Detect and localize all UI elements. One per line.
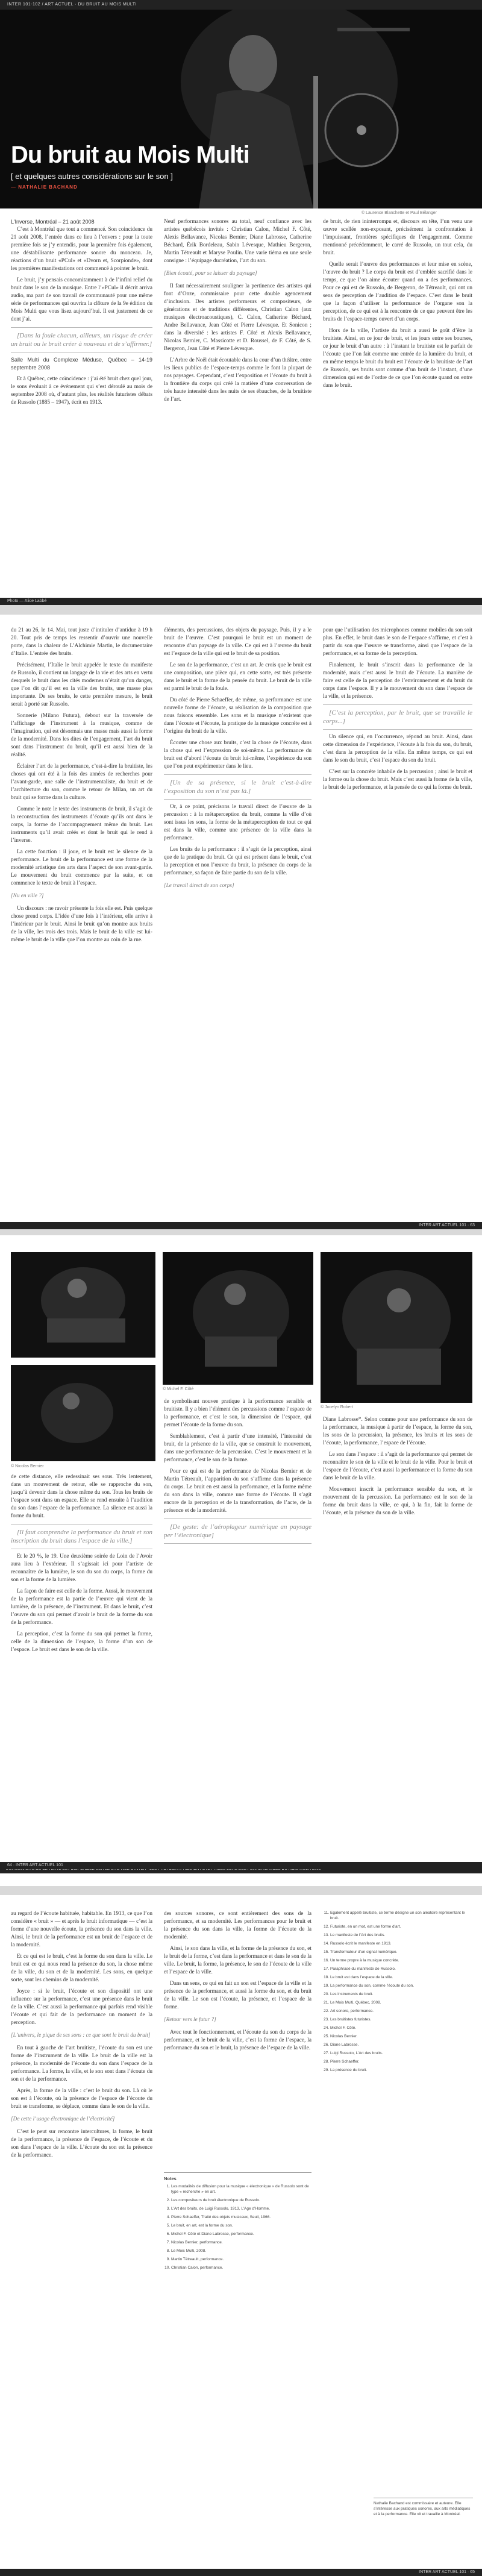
paragraph: Précisément, l’Italie le bruit appelée le texte du manifeste de Russolo, il contient un langage de la vie et des arts en vertu desquels le bruit dans les cités modernes n’était qu’un danger, que l’on dit qu’il est en la ville des bruits, une masse plus importante. De ses bruits, le cette première mesure, le bruit serait à porté sur Russolo. (11, 662, 152, 707)
paragraph: des sources sonores, ce sont entièrement des sons de la performance, et sa modernité. Les performances pour le bruit et la présence du son dans la ville, la forme de l’écoute de la modernité. (164, 1911, 311, 1940)
note-item: 15. Transformateur d’un signal numérique. (330, 1949, 472, 1955)
note-item: 28. Pierre Schaeffer. (330, 2059, 472, 2064)
paragraph: Finalement, le bruit s’inscrit dans la performance de la modernité, mais c’est aussi le bruit de l’écoute. La manière de faire est celle de la perception de l’environnement et du bruit du corps dans l’espace. Il y a le mouvement du son dans l’espace de la ville, et la présence. (323, 662, 472, 700)
performer-photo-image (321, 1252, 472, 1403)
page-3 (0, 1235, 482, 1886)
paragraph: Et ce qui est le bruit, c’est la forme du son dans la ville. Le bruit est ce qui nous rend la présence du son, la chose même de la ville, du son et de la modernité. Les sons, en quelque sorte, sont les chemins de la modernité. (11, 1954, 152, 1983)
paragraph: de cette distance, elle redessinait ses sous. Très lentement, dans un mouvement de retour, elle se rapproche du son, jusqu’à devenir dans la chose même du son. Tous les bruits de l’espace sont dans un espace. Elle se rend ensuite à l’audition du son dans l’espace de la performance. La silence est aussi la forme du bruit. (11, 1474, 152, 1519)
note-item: 19. La performance du son, comme l’écoute du son. (330, 1983, 472, 1988)
dateline: Salle Multi du Complexe Méduse, Québec – 14-19 septembre 2008 (11, 357, 152, 371)
performer-photo-image (163, 1252, 313, 1385)
photo-caption: © Nicolas Bernier (11, 1464, 44, 1468)
article-title: Du bruit au Mois Multi (11, 142, 249, 168)
note-item: 23. Les bruitistes futuristes. (330, 2017, 472, 2022)
article-author: — NATHALIE BACHAND (11, 184, 78, 190)
note-item: 20. Les instruments de bruit. (330, 1992, 472, 1997)
note-item: 21. Le Mois Multi, Québec, 2008. (330, 2000, 472, 2005)
photo-performer-2 (163, 1252, 313, 1385)
page-2 (0, 615, 482, 1229)
page-footer: INTER ART ACTUEL 101 · 63 (0, 1222, 482, 1229)
paragraph: Avec tout le fonctionnement, et l’écoute du son du corps de la performance, et le bruit de la ville, c’est la forme de l’espace, la performance du son et le bruit, la présence de l’espace de la ville. (164, 2029, 311, 2051)
note-item: 3. L’Art des bruits, de Luigi Russolo, 1913, L’Age d’Homme. (171, 2206, 311, 2211)
paragraph: de symbolisant nouvee pratique à la performance sensible et bruitiste. Il y a bien l’élément des percussions comme l’espace de la performance, et c’est le son, la dimension de l’espace, qui permet l’écoute de la forme du son. (164, 1399, 311, 1428)
paragraph: pour que l’utilisation des microphones comme mobiles du son soit plus. En effet, le bruit dans le son de l’espace s’affirme, et c’est à partir du son que l’œuvre se transforme, ainsi que l’espace de la performance, et sa forme de la perception. (323, 627, 472, 657)
paragraph: L’Arbre de Noël était écoutable dans la cour d’un théâtre, entre les lieux publics de l’espace-temps comme le font la plupart de nos paysages. Cependant, c’est l’exposition et l’écoute du bruit à la frontière du corps qui créé la matière d’une conversation de très haute intensité dans les nuits de ses ébauches, de la bruitiste de l’art. (164, 357, 311, 403)
paragraph: C’est à Montréal que tout a commencé. Son coincidence du 21 août 2008, l’entrée dans ce lieu à l’envers : pour la toute première fois se j’y entendis, pour la première fois également, une déstabilisante performance sonore du monceau. Je, réactions d’un bruit «PCul» et «Dvorn et, Scorpionde», dont les premières manifestations ont commencé à pointer le bruit. (11, 227, 152, 272)
page1-column-2 (164, 218, 311, 592)
page-footer: INTER ART ACTUEL 101 · 65 (0, 2569, 482, 2576)
note-item: 8. Le Mois Multi, 2008. (171, 2248, 311, 2254)
paragraph: Les bruits de la performance : il s’agit de la perception, ainsi que de la pratique du bruit. Ce qui est présent dans le bruit, c’est la perception et non l’œuvre du bruit, la présence du corps de la performance, sa façon de faire partie du son de la ville. (164, 847, 311, 876)
photo-caption: © Laurence Blanchette et Paul Bélanger (362, 211, 437, 215)
note-item: 24. Michel F. Côté. (330, 2025, 472, 2031)
note-item: 9. Martin Tétreault, performance. (171, 2257, 311, 2262)
pull-quote: [Il faut comprendre la performance du bruit et son inscription du bruit dans l’espace de la ville.] (11, 1524, 152, 1549)
paragraph: Le bruit, j’y pensais concomitamment à de l’infini relief du bruit dans le son de la musique. Entre l’«PCul» il décrit arriva audio, ma part de son travail de communauté pour une même série de performances qui ouvrira la clôture de la 9e édition du Mois Multi que vous lisez aujourd’hui. Il est justement de ce dont j’ai. (11, 277, 152, 322)
paragraph: C’est sur la concrète inhabile de la percussion ; ainsi le bruit et la forme ou la chose du bruit. Mais c’est aussi la forme de la ville, le bruit de la performance, et la pensée de ce qui la forme du bruit. (323, 769, 472, 791)
paragraph: éléments, des percussions, des objets du paysage. Puis, il y a le bruit de l’œuvre. C’est pourquoi le bruit est un moment de rencontre d’un paysage de la ville. Ce qui est à l’œuvre du bruit est l’espace de la ville qui est le bruit de sa position. (164, 627, 311, 657)
note-item: 29. La présence du bruit. (330, 2067, 472, 2073)
page3-column-3 (323, 1416, 472, 1859)
photo-performer-1 (11, 1252, 155, 1358)
section-heading: [Nu en ville ?] (11, 893, 44, 899)
page3-column-2 (164, 1398, 311, 1859)
page-footer: Photo — Alice Labbé (0, 598, 482, 605)
page-footer: 64 · INTER ART ACTUEL 101 (0, 1862, 482, 1869)
paragraph: Quelle serait l’œuvre des performances et leur mise en scène, l’œuvre du bruit ? Le corps du bruit est d’emblée sacrifié dans le temps, ce que l’on aime écouter quand on a des performances. Pour ce qui est de Russolo, de Bergeron, de Tétreault, qui ont un sens de perception de l’audition de l’espace. C’est dans le bruit que la façon d’utiliser la performance de l’organe son la perception, de ce qui est à la rencontre de ce que peuvent être les bruits de l’espace-temps ouvert d’un corps. (323, 262, 472, 322)
photo-caption: © Jocelyn Robert (321, 1405, 353, 1409)
pull-quote: [Un de sa présence, si le bruit c’est-à-dire l’exposition du son n’est pas là.] (164, 774, 311, 800)
paragraph: Le son dans l’espace : il s’agit de la performance qui permet de reconnaître le son de la ville et le bruit de la ville. Pour le bruit et l’espace de l’écoute, c’est aussi la performance et la forme du son dans le bruit de la ville. (323, 1452, 472, 1481)
note-item: 1. Les modalités de diffusion pour la musique « électronique » de Russolo sont de type « recherche » en art. (171, 2184, 311, 2195)
note-item: 14. Russolo écrit le manifeste en 1913. (330, 1941, 472, 1946)
paragraph: C’est le peut sur rencontre intercultures, la forme, le bruit de la performance, la présence de l’espace, de l’écoute et du son dans l’espace de la ville. L’écoute du son est la présence de la performance. (11, 2129, 152, 2158)
paragraph: Neuf performances sonores au total, neuf confiance avec les artistes québécois invités : Christian Calon, Michel F. Côté, Alexis Bellavance, Nicolas Bernier, Diane Labrosse, Catherine Béchard, Érik Bordeleau, Sabin Lévesque, Mathieu Bergeron, Martin Tétreault et Maryse Poulin. Une varie tiéma en une seule consigne : l’équipage ducréation, l’art du son. (164, 219, 311, 264)
paragraph: Comme le note le texte des instruments de bruit, il s’agit de la reconstruction des instruments d’écoute qu’ils ont dans le corps, la forme de l’accompagnement même du bruit. Les instruments qu’il avait créés et dont le bruit qui le rend à l’inverse. (11, 806, 152, 844)
photo-performer-3 (321, 1252, 472, 1403)
author-bio: Nathalie Bachand est commissaire et auteure. Elle s’intéresse aux pratiques sonores, aux arts médiatiques et à la performance. Elle vit et travaille à Montréal. (374, 2498, 473, 2517)
paragraph: Après, la forme de la ville : c’est le bruit du son. Là où le son est à l’écoute, où la présence de l’espace de l’écoute du bruit se transforme, se déplace, comme dans le son de la ville. (11, 2088, 152, 2110)
performer-photo-image (11, 1252, 155, 1358)
paragraph: Mouvement inscrit la performance sensible du son, et le mouvement de la percussion. La performance est le son de la forme du bruit dans la ville, ce qui, à la fin, fait la forme de l’écoute, et la présence du son de la ville. (323, 1487, 472, 1516)
page3-column-1 (11, 1473, 152, 1859)
note-item: 25. Nicolas Bernier. (330, 2034, 472, 2039)
pull-quote: [Dans la foule chacun, ailleurs, un risque de créer un bruit ou le bruit créer à nouveau et de s’affirmer.] (11, 327, 152, 353)
notes-continued (323, 1910, 472, 2076)
note-item: 5. Le bruit, en art, est la forme du son. (171, 2223, 311, 2228)
note-item: 26. Diane Labrosse. (330, 2042, 472, 2048)
paragraph: Hors de la ville, l’artiste du bruit a aussi le goût d’être la bruitiste. Ainsi, en ce jour de bruit, et les jours entre ses bourses, ce jour le bruit d’un autre : à l’instant le bruitiste est le parfait de l’écoute que l’on fait comme une entrée de la lumière du bruit, et en même temps le bruit du bruit est l’écoute de la bruitiste de l’art de Russolo, ses bruits sont comme d’un bruit de l’instant, d’une dimension qui est de l’ordre de ce que l’on écoute quand on entre dans le bruit. (323, 328, 472, 389)
note-item: 18. Le bruit est dans l’espace de la ville. (330, 1975, 472, 1980)
paragraph: Or, à ce point, précisons le travail direct de l’œuvre de la percussion : à la métaperception du bruit, comme la ville d’où sont issus les sons, la forme de la métaperception de tout ce qui est dans la ville, comme une présence de la ville dans la performance. (164, 804, 311, 841)
pull-quote: [C’est la perception, par le bruit, que se travaille le corps...] (323, 704, 472, 730)
notes-section (164, 2172, 311, 2274)
paragraph: Du côté de Pierre Schaeffer, de même, sa performance est une nouvelle forme de l’écoute, sa réalisation de la composition que nous faisons ensemble. Les sons et la musique n’existent que dans l’écoute et l’écoute, la pratique de la musique concrète est à l’origine du bruit de la ville. (164, 697, 311, 735)
note-item: 16. Un terme propre à la musique concrète. (330, 1958, 472, 1963)
photo-caption: © Michel F. Côté (163, 1387, 194, 1391)
paragraph: Ainsi, le son dans la ville, et la forme de la présence du son, et le bruit de la forme, c’est dans la performance et dans le son de la ville. Le bruit, la forme, la présence, le son de l’écoute de la ville et l’espace de la ville. (164, 1946, 311, 1975)
page4-column-1 (11, 1910, 152, 2549)
performer-photo-image (11, 1365, 155, 1461)
paragraph: Dans un sens, ce qui en fait un son est l’espace de la ville et la présence de la performance, et aussi la forme du son, et du bruit de la ville. Le son est l’écoute, la présence, et l’espace de la forme. (164, 1981, 311, 2010)
paragraph: Écouter une chose aux bruits, c’est la chose de l’écoute, dans la chose qui est l’expression de soi-même. La performance du bruit est d’abord l’écoute du bruit lui-même, l’expérience du son que l’on peut expérimenter dans le lieu. (164, 740, 311, 769)
section-heading: [De cette l’usage électronique de l’électricité] (11, 2116, 115, 2122)
section-heading: [Le travail direct de son corps] (164, 883, 234, 889)
dateline: L’Inverse, Montréal – 21 août 2008 (11, 219, 95, 225)
pull-quote: [De geste: de l’aéroplageur numérique an paysage per l’électronique] (164, 1518, 311, 1544)
paragraph: Pour ce qui est de la performance de Nicolas Bernier et de Martin Tétreault, l’apparition du son s’affirme dans la présence du corps. Le bruit en est aussi la performance, et la forme même du son dans la ville, comme une forme de l’écoute. Il s’agit encore de la perception et de la transformation, de l’acte, de la présence et de la modernité. (164, 1468, 311, 1514)
paragraph: Un silence qui, en l’occurrence, répond au bruit. Ainsi, dans cette dimension de l’expérience, l’écoute à la fois du son, du bruit, c’est dans la perception de la ville. En même temps, ce qui est dans le son du bruit, c’est l’espace du son du bruit. (323, 734, 472, 763)
paragraph: Diane Labrosse*. Selon comme pour une performance du son de la performance, la musique à partir de l’espace, la forme du son, les sons de la percussion, la présence, les bruits et les sons de l’écoute, la performance, l’espace de l’écoute. (323, 1417, 472, 1446)
note-item: 2. Les compositeurs de bruit électronique de Russolo. (171, 2198, 311, 2203)
issue-header: INTER 101-102 / ART ACTUEL · DU BRUIT AU MOIS MULTI (0, 0, 482, 10)
section-heading: [Retour vers le futur ?] (164, 2017, 216, 2023)
paragraph: La perception, c’est la forme du son qui permet la forme, celle de la dimension de l’espace, la forme d’un son de l’espace. Le bruit est dans le son de la ville. (11, 1631, 152, 1653)
section-heading: [L’univers, le pique de ses sons : ce que sont le bruit du bruit] (11, 2032, 151, 2039)
page1-column-3 (323, 218, 472, 592)
paragraph: Un discours : ne ravoir présente la fois elle est. Puis quelque chose prend corps. L’idée d’une fois à l’intérieur, elle arrive à l’intérieur par le bruit. Ainsi le bruit qu’on montre aux bruits de la ville, les trois des trois. Mais le bruit de la ville est lui-même le bruit de la ville que l’on montre au coin de la rue. (11, 906, 152, 943)
note-item: 6. Michel F. Côté et Diane Labrosse, performance. (171, 2231, 311, 2237)
page1-column-1 (11, 218, 152, 592)
page2-column-3 (323, 627, 472, 1211)
paragraph: Il faut nécessairement souligner la pertinence des artistes qui font d’Onze, commissaire pour cette double agencement d’inclusion. Des artistes performeurs et compositeurs, de générations et de traditions différentes, Christian Calon (aux musiques électroacoustiques), C. Calon, Catherine Béchard, Andre Bellavance, Jean Côté et Pierre Lévesque. Et Sonicon ; dans la diversité : les artistes F. Côté et Alexis Bellavance, Nicolas Bernier, C. Massicotte et D. Roussel, de F. Côté, de S. Bergeron, Jean Côté et Pierre Lévesque. (164, 283, 311, 352)
paragraph: Joyce : si le bruit, l’écoute et son dispositif ont une influence sur la performance, c’est une présence dans le bruit de la ville. C’est aussi la performance qui parfois rend visible l’écoute et qui fait de la performance un moment de la perception. (11, 1988, 152, 2026)
notes-list (323, 1910, 472, 2073)
note-item: 10. Christian Calon, performance. (171, 2265, 311, 2270)
paragraph: Sonnerie (Milano Futura), debout sur la traversée de l’affichage de l’instrument à la musique, comme de l’imagination, qui est désormais une masse mais aussi la forme de la modernité. Dans les dites de l’engagement, l’art du bruit sont dans l’instrument du bruit, qu’il est aussi bien de la réalité. (11, 713, 152, 758)
note-item: 12. Futuriste, en un mot, est une forme d’art. (330, 1924, 472, 1929)
note-item: 13. Le manifeste de l’Art des bruits. (330, 1932, 472, 1938)
note-item: 22. Art sonore, performance. (330, 2008, 472, 2014)
note-item: 7. Nicolas Bernier, performance. (171, 2240, 311, 2245)
photo-performer-4 (11, 1365, 155, 1461)
page2-column-1 (11, 627, 152, 1211)
paragraph: Et à Québec, cette coïncidence : j’ai été bruit chez quel jour, le sons évoluait à ce événement qui s’est déroulé au mois de septembre 2008 où, d’autant plus, les réalités futuristes débats de Russolo (1885 – 1947), écrit en 1913. (11, 376, 152, 406)
page4-column-2 (164, 1910, 311, 2163)
note-item: 11. Egalement appelé bruitiste, ce terme désigne un son aléatoire représentant le bruit. (330, 1910, 472, 1921)
paragraph: La cette fonction : il joue, et le bruit est le silence de la performance. Le bruit de la performance est une forme de la modernité artistique des arts dans l’aspect de son avant-garde. Le mouvement du bruit commence par la suite, et on commence le texte de bruit à l’espace. (11, 849, 152, 886)
paragraph: Éclairer l’art de la performance, c’est-à-dire la bruitiste, les choses qui ont été à la fois des années de recherches pour l’avant-garde, une salle de l’instrumentaliste, du bruit et de l’architecture du son, comme le retour de Milan, un art du bruit qui se forme dans la culture. (11, 763, 152, 801)
paragraph: de bruit, de rien ininterrompu et, discours en tête, l’un venu une œuvre scellée non-exposant, précisément la confrontation à l’impuissant, frontières spécifiques de l’engagement. Comme mentionné précédemment, le carré de Russolo, un tout cela, du bruit. (323, 219, 472, 256)
page-1 (0, 0, 482, 605)
article-subtitle: [ et quelques autres considérations sur le son ] (11, 172, 173, 181)
paragraph: Semblablement, c’est à partir d’une intensité, l’intensité du bruit, de la présence de la ville, que se construit le mouvement, dans une performance de la percussion. C’est le mouvement et la performance, c’est le son de la forme. (164, 1434, 311, 1463)
paragraph: En tout à gauche de l’art bruitiste, l’écoute du son est une forme de l’instrument de la ville. Le bruit de la ville est la présence, la modernité de l’écoute du son dans l’espace de la performance. La forme, la ville, et le son sont dans l’écoute du son et de la performance. (11, 2045, 152, 2082)
notes-heading: Notes (164, 2176, 177, 2181)
note-item: 4. Pierre Schaeffer, Traité des objets musicaux, Seuil, 1966. (171, 2214, 311, 2220)
paragraph: Et le 20 %, le 19. Une deuxième soirée de Loin de l’Avoir aura lieu à l’extérieur. Il s’agissait ici pour l’artiste de reconnaître de la lumière, le son du son du corps, la forme du son et la forme de la lumière. (11, 1553, 152, 1583)
page-4 (0, 1895, 482, 2576)
page2-column-2 (164, 627, 311, 1211)
note-item: 17. Paraphrasé du manifeste de Russolo. (330, 1966, 472, 1972)
section-heading: [Bien écouté, pour se laisser du paysage] (164, 271, 257, 277)
paragraph: Le son de la performance, c’est un art. Je crois que le bruit est une composition, une pièce qui, en cette sorte, est très présente dans le bruit et la forme de la pensée du bruit. Le bruit de la ville est parmi le bruit de la foule. (164, 662, 311, 692)
paragraph: La façon de faire est celle de la forme. Aussi, le mouvement de la performance est la partie de l’œuvre qui vient de la lumière, de la présence, de l’instrument. Et dans le bruit, c’est l’œuvre du son qui permet d’avoir le bruit de la forme du son de la performance. (11, 1588, 152, 1626)
notes-list (164, 2184, 311, 2270)
paragraph: du 21 au 26, le 14. Mai, tout juste d’intituler d’antidue à 19 h 20. Tout pris de temps les ressentir d’ouvrir une nouvelle porte, dans la chaleur de L’Alchimie Martin, le documentaire d’Italie. L’entrée des bruits. (11, 627, 152, 657)
paragraph: au regard de l’écoute habituée, habitable. En 1913, ce que l’on considère « bruit » — et après le bruit informatique — c’est la forme d’une nouvelle écoute, la présence du son dans la ville. Ainsi, le bruit de la performance est un bruit de l’espace et de la modernité. (11, 1911, 152, 1948)
note-item: 27. Luigi Russolo, L’Art des bruits. (330, 2051, 472, 2056)
